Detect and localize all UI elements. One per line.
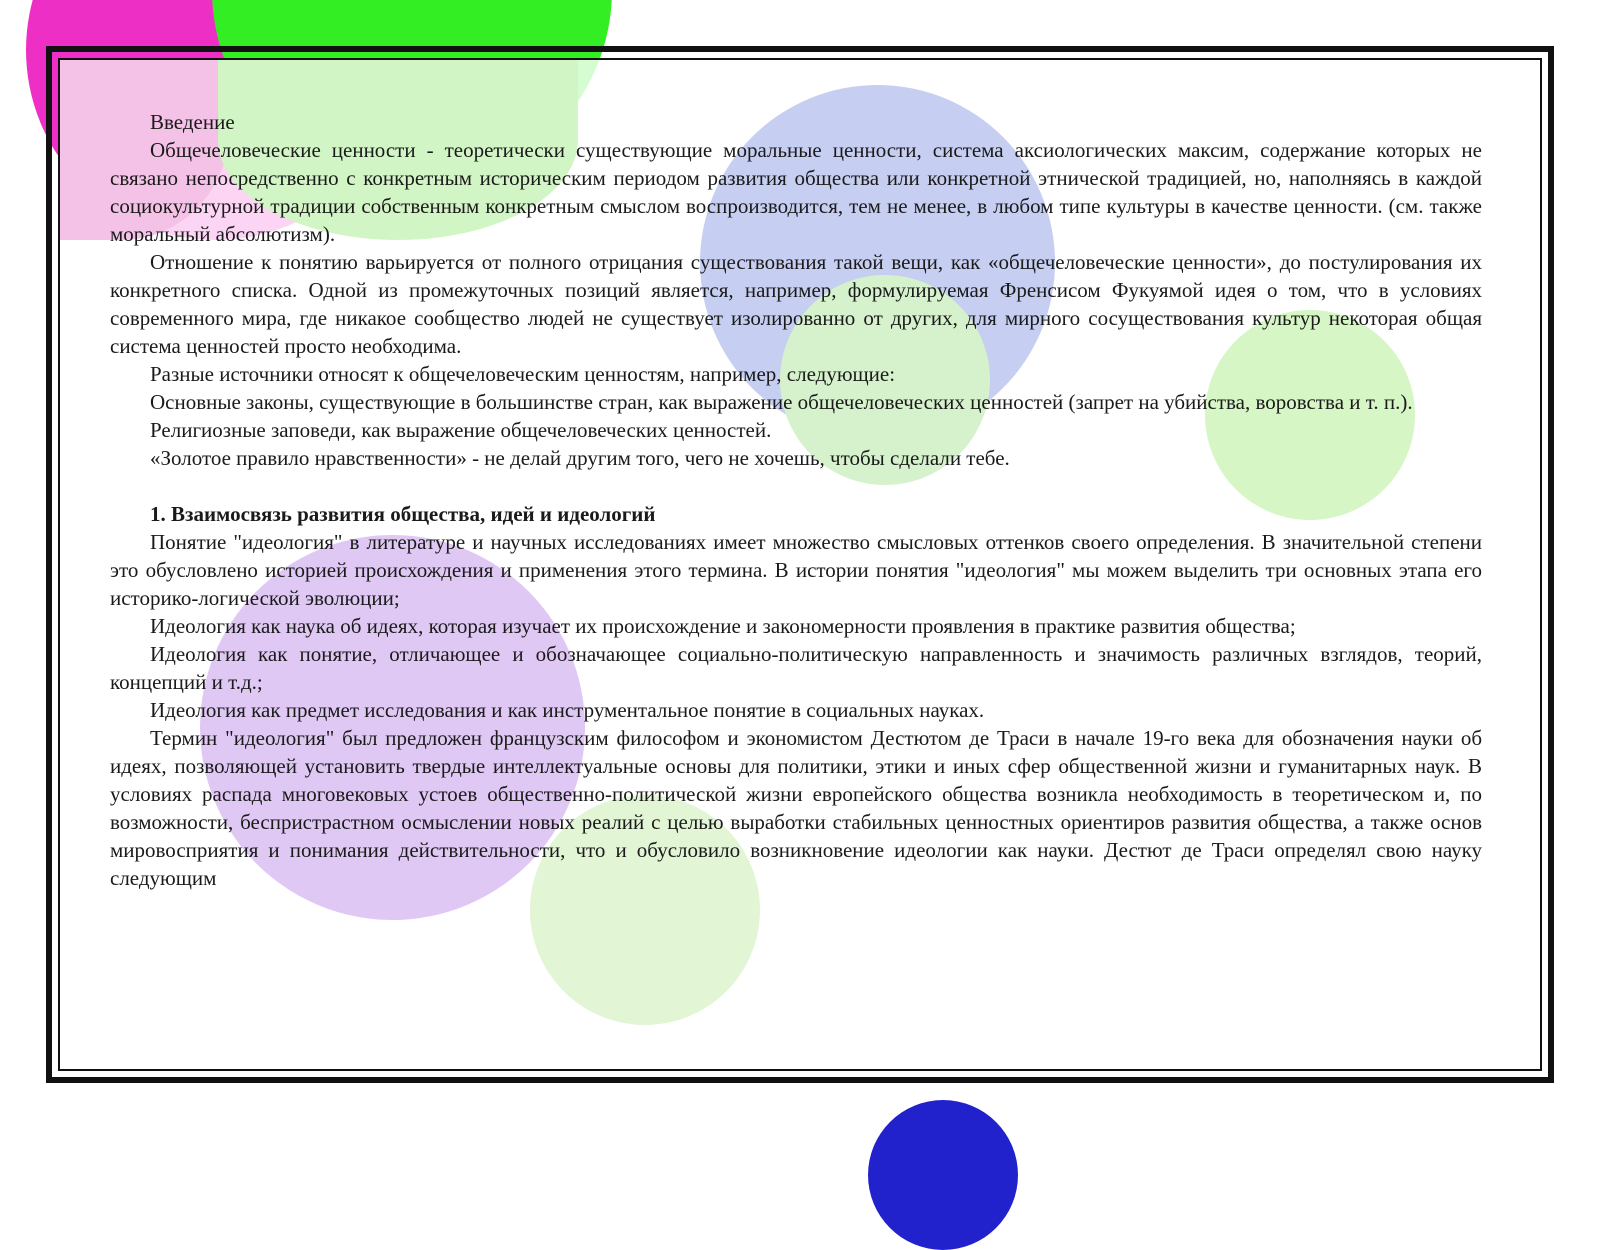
paragraph: Отношение к понятию варьируется от полного отрицания существования такой вещи, как «общечеловеческие ценности», до постулирования их конкретного списка. Одной из промежуточных позиций является, например, формулируемая Френсисом Фукуямой идея о том, что в условиях современного мира, где никакое сообщество людей не существует изолированно от других, для мирного сосуществования культур некоторая общая система ценностей просто необходима. — [110, 250, 1482, 358]
decorative-blue-circle — [868, 1100, 1018, 1250]
paragraph: Термин "идеология" был предложен французским философом и экономистом Дестютом де Траси в начале 19-го века для обозначения науки об идеях, позволяющей установить твердые интеллектуальные основы для политики, этики и иных сфер общественной жизни и гуманитарных наук. В условиях распада многовековых устоев общественно-политической жизни европейского общества возникла необходимость в теоретическом и, по возможности, беспристрастном осмыслении новых реалий с целью выработки стабильных ценностных ориентиров развития общества, а также основ мировосприятия и понимания действительности, что и обусловило возникновение идеологии как науки. Дестют де Траси определял свою науку следующим — [110, 726, 1482, 890]
paragraph: Понятие "идеология" в литературе и научных исследованиях имеет множество смысловых оттенков своего определения. В значительной степени это обусловлено историей происхождения и применения этого термина. В истории понятия "идеология" мы можем выделить три основных этапа его историко-логической эволюции; — [110, 530, 1482, 610]
list-item: «Золотое правило нравственности» - не делай другим того, чего не хочешь, чтобы сделали тебе. — [150, 446, 1010, 470]
list-item: Идеология как предмет исследования и как инструментальное понятие в социальных науках. — [150, 698, 985, 722]
list-item: Идеология как понятие, отличающее и обозначающее социально-политическую направленность и значимость различных взглядов, теорий, концепций и т.д.; — [110, 642, 1482, 694]
list-item: Идеология как наука об идеях, которая изучает их происхождение и закономерности проявления в практике развития общества; — [150, 614, 1296, 638]
paragraph: Разные источники относят к общечеловеческим ценностям, например, следующие: — [150, 362, 896, 386]
document-body — [110, 108, 1482, 892]
list-item: Религиозные заповеди, как выражение общечеловеческих ценностей. — [150, 418, 772, 442]
section-heading: 1. Взаимосвязь развития общества, идей и идеологий — [150, 502, 656, 526]
page-frame-inner — [58, 58, 1542, 1071]
intro-title: Введение — [150, 110, 235, 134]
list-item: Основные законы, существующие в большинстве стран, как выражение общечеловеческих ценностей (запрет на убийства, воровства и т. п.). — [150, 390, 1413, 414]
paragraph: Общечеловеческие ценности - теоретически существующие моральные ценности, система аксиологических максим, содержание которых не связано непосредственно с конкретным историческим периодом развития общества или конкретной этнической традицией, но, наполняясь в каждой социокультурной традиции собственным конкретным смыслом воспроизводится, тем не менее, в любом типе культуры в качестве ценности. (см. также моральный абсолютизм). — [110, 138, 1482, 246]
